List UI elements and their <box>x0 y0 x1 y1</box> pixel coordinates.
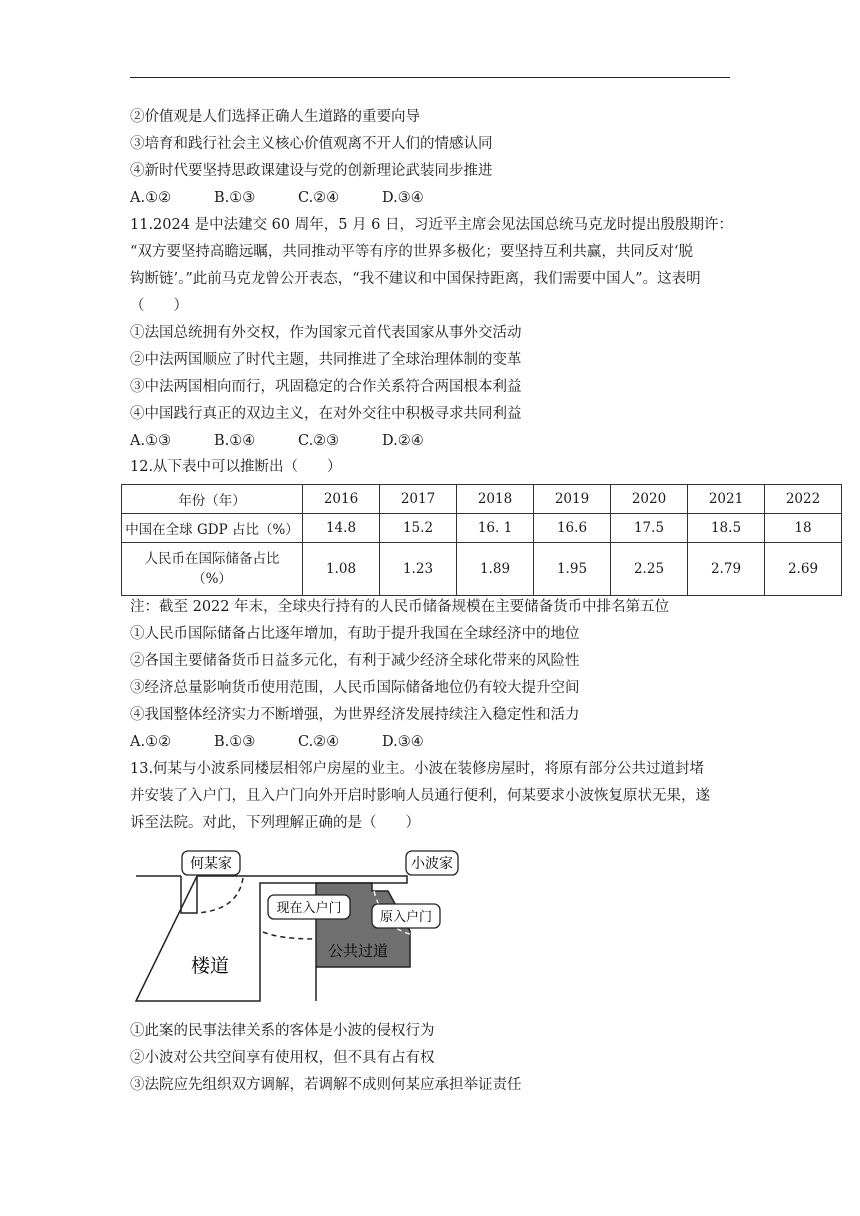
current-door-label: 现在入户门 <box>276 901 342 916</box>
table-cell: 1.95 <box>534 543 611 596</box>
q11-options <box>130 431 466 451</box>
q11-item-3: ③中法两国相向而行，巩固稳定的合作关系符合两国根本利益 <box>130 379 522 395</box>
gdp-share-label: 中国在全球 GDP 占比（%） <box>122 514 303 543</box>
q12-stem: 12.从下表中可以推断出（ ） <box>130 459 342 475</box>
q11-stem-line-1: 11.2024 是中法建交 60 周年，5 月 6 日，习近平主席会见法国总统马克龙时提出殷殷期许： <box>130 217 734 233</box>
q13-stem-line-3: 诉至法院。对此，下列理解正确的是（ ） <box>130 815 420 831</box>
q12-item-4: ④我国整体经济实力不断增强，为世界经济发展持续注入稳定性和活力 <box>130 707 580 723</box>
table-cell: 2.69 <box>765 543 842 596</box>
table-header-row <box>122 485 842 514</box>
table-row-gdp-share <box>122 514 842 543</box>
q10-item-2: ②价值观是人们选择正确人生道路的重要向导 <box>130 109 420 125</box>
rmb-reserve-share-label <box>122 543 303 596</box>
table-cell: 1.89 <box>457 543 534 596</box>
q12-option-d[interactable]: D.③④ <box>382 734 424 750</box>
he-door-swing-arc <box>197 878 243 913</box>
corridor-label: 楼道 <box>190 955 230 977</box>
table-cell: 18 <box>765 514 842 543</box>
table-cell: 17.5 <box>611 514 688 543</box>
q11-option-d[interactable]: D.②④ <box>382 433 424 449</box>
table-year-cell: 2017 <box>380 485 457 514</box>
q11-item-4: ④中国践行真正的双边主义，在对外交往中积极寻求共同利益 <box>130 406 522 422</box>
q13-item-3: ③法院应先组织双方调解，若调解不成则何某应承担举证责任 <box>130 1077 522 1093</box>
q10-item-4: ④新时代要坚持思政课建设与党的创新理论武装同步推进 <box>130 163 493 179</box>
q12-option-c[interactable]: C.②④ <box>298 734 340 750</box>
table-header-label: 年份（年） <box>122 485 303 514</box>
q10-option-a[interactable]: A.①② <box>130 190 172 206</box>
q12-data-table <box>121 484 842 596</box>
q10-option-b[interactable]: B.①③ <box>214 190 256 206</box>
table-year-cell: 2018 <box>457 485 534 514</box>
q12-option-b[interactable]: B.①③ <box>214 734 256 750</box>
q12-note: 注：截至 2022 年末，全球央行持有的人民币储备规模在主要储备货币中排名第五位 <box>130 599 670 615</box>
table-cell: 16. 1 <box>457 514 534 543</box>
q12-option-a[interactable]: A.①② <box>130 734 172 750</box>
q12-item-2: ②各国主要储备货币日益多元化，有利于减少经济全球化带来的风险性 <box>130 653 580 669</box>
floor-plan-diagram <box>130 846 460 1004</box>
rmb-reserve-label-line-2: （%） <box>192 571 232 587</box>
table-cell: 2.79 <box>688 543 765 596</box>
q11-option-a[interactable]: A.①③ <box>130 433 172 449</box>
table-cell: 14.8 <box>303 514 380 543</box>
q11-answer-bracket: （ ） <box>130 298 188 314</box>
table-cell: 1.08 <box>303 543 380 596</box>
table-year-cell: 2021 <box>688 485 765 514</box>
q12-options <box>130 732 466 752</box>
q10-option-d[interactable]: D.③④ <box>382 190 424 206</box>
table-cell: 2.25 <box>611 543 688 596</box>
header-rule <box>130 77 730 78</box>
table-cell: 1.23 <box>380 543 457 596</box>
q12-item-1: ①人民币国际储备占比逐年增加，有助于提升我国在全球经济中的地位 <box>130 626 580 642</box>
current-door-swing-arc <box>263 932 316 939</box>
q13-item-2: ②小波对公共空间享有使用权，但不具有占有权 <box>130 1050 435 1066</box>
q11-stem-line-2: “双方要坚持高瞻远瞩，共同推动平等有序的世界多极化；要坚持互利共赢，共同反对‘脱 <box>130 244 694 260</box>
he-home-label: 何某家 <box>190 856 232 872</box>
table-year-cell: 2020 <box>611 485 688 514</box>
q11-stem-line-3: 钩断链’。”此前马克龙曾公开表态，“我不建议和中国保持距离，我们需要中国人”。这表明 <box>130 271 701 287</box>
q11-item-2: ②中法两国顺应了时代主题，共同推进了全球治理体制的变革 <box>130 352 522 368</box>
q10-option-c[interactable]: C.②④ <box>298 190 340 206</box>
table-year-cell: 2022 <box>765 485 842 514</box>
table-cell: 16.6 <box>534 514 611 543</box>
q13-item-1: ①此案的民事法律关系的客体是小波的侵权行为 <box>130 1023 435 1039</box>
table-year-cell: 2019 <box>534 485 611 514</box>
table-row-rmb-reserve-share <box>122 543 842 596</box>
q11-item-1: ①法国总统拥有外交权，作为国家元首代表国家从事外交活动 <box>130 325 522 341</box>
q13-stem-line-1: 13.何某与小波系同楼层相邻户房屋的业主。小波在装修房屋时，将原有部分公共过道封堵 <box>130 761 705 777</box>
q11-option-c[interactable]: C.②③ <box>298 433 340 449</box>
q13-stem-line-2: 并安装了入户门，且入户门向外开启时影响人员通行便利，何某要求小波恢复原状无果，遂 <box>130 788 710 804</box>
q10-item-3: ③培育和践行社会主义核心价值观离不开人们的情感认同 <box>130 136 493 152</box>
original-door-label: 原入户门 <box>379 910 433 925</box>
table-cell: 18.5 <box>688 514 765 543</box>
q10-options <box>130 188 466 208</box>
xiaobo-home-label: 小波家 <box>411 856 453 872</box>
q12-item-3: ③经济总量影响货币使用范围，人民币国际储备地位仍有较大提升空间 <box>130 680 580 696</box>
table-year-cell: 2016 <box>303 485 380 514</box>
table-cell: 15.2 <box>380 514 457 543</box>
rmb-reserve-label-line-1: 人民币在国际储备占比 <box>144 551 280 567</box>
public-passage-label: 公共过道 <box>327 942 389 960</box>
q11-option-b[interactable]: B.①④ <box>214 433 256 449</box>
